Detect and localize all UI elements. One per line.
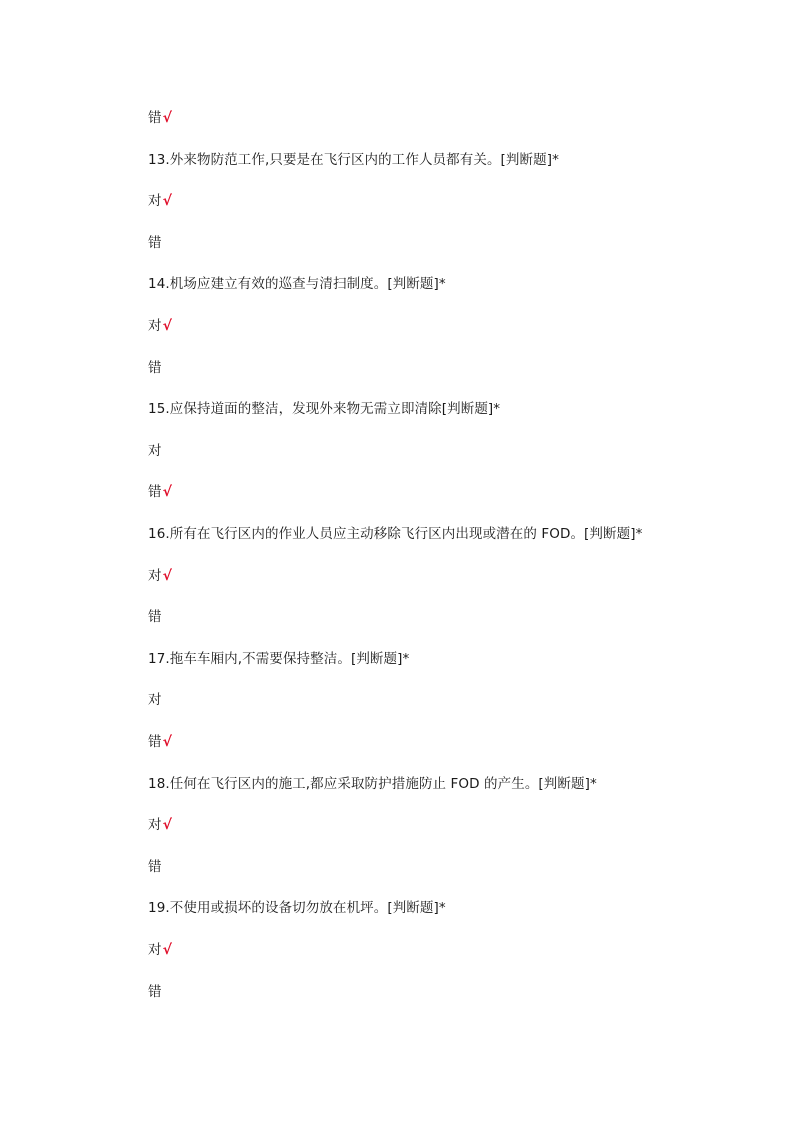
option-label: 错 [148, 859, 162, 875]
question-16 [148, 524, 642, 544]
question-text: 14.机场应建立有效的巡查与清扫制度。[判断题]* [148, 276, 446, 292]
option-label: 对 [148, 568, 162, 584]
question-19 [148, 898, 446, 918]
option-label: 错 [148, 734, 162, 750]
option-label: 错 [148, 484, 162, 500]
question-17 [148, 649, 409, 669]
option-label: 错 [148, 110, 162, 126]
option-wrong [148, 982, 162, 1002]
option-wrong [148, 607, 162, 627]
option-right [148, 566, 172, 586]
question-14 [148, 274, 446, 294]
option-right [148, 940, 172, 960]
option-wrong [148, 108, 172, 128]
option-label: 对 [148, 817, 162, 833]
option-label: 对 [148, 692, 162, 708]
check-mark-icon: √ [162, 484, 173, 500]
question-text: 17.拖车车厢内,不需要保持整洁。[判断题]* [148, 651, 410, 667]
option-wrong [148, 857, 162, 877]
option-wrong [148, 482, 172, 502]
option-label: 对 [148, 942, 162, 958]
option-label: 错 [148, 609, 162, 625]
check-mark-icon: √ [162, 817, 173, 833]
question-text: 18.任何在飞行区内的施工,都应采取防护措施防止 FOD 的产生。[判断题]* [148, 776, 597, 792]
check-mark-icon: √ [162, 193, 173, 209]
option-label: 错 [148, 984, 162, 1000]
option-right [148, 690, 162, 710]
option-label: 对 [148, 443, 162, 459]
option-wrong [148, 732, 172, 752]
option-wrong [148, 358, 162, 378]
option-right [148, 815, 172, 835]
option-label: 错 [148, 235, 162, 251]
option-right [148, 441, 162, 461]
option-label: 错 [148, 360, 162, 376]
question-text: 19.不使用或损坏的设备切勿放在机坪。[判断题]* [148, 900, 446, 916]
question-text: 16.所有在飞行区内的作业人员应主动移除飞行区内出现或潜在的 FOD。[判断题]* [148, 526, 643, 542]
check-mark-icon: √ [162, 734, 173, 750]
option-wrong [148, 233, 162, 253]
question-15 [148, 399, 500, 419]
question-text: 15.应保持道面的整洁，发现外来物无需立即清除[判断题]* [148, 401, 501, 417]
check-mark-icon: √ [162, 942, 173, 958]
check-mark-icon: √ [162, 568, 173, 584]
option-right [148, 191, 172, 211]
option-label: 对 [148, 318, 162, 334]
option-label: 对 [148, 193, 162, 209]
option-right [148, 316, 172, 336]
check-mark-icon: √ [162, 110, 173, 126]
question-13 [148, 150, 559, 170]
question-18 [148, 774, 597, 794]
check-mark-icon: √ [162, 318, 173, 334]
question-text: 13.外来物防范工作,只要是在飞行区内的工作人员都有关。[判断题]* [148, 152, 559, 168]
